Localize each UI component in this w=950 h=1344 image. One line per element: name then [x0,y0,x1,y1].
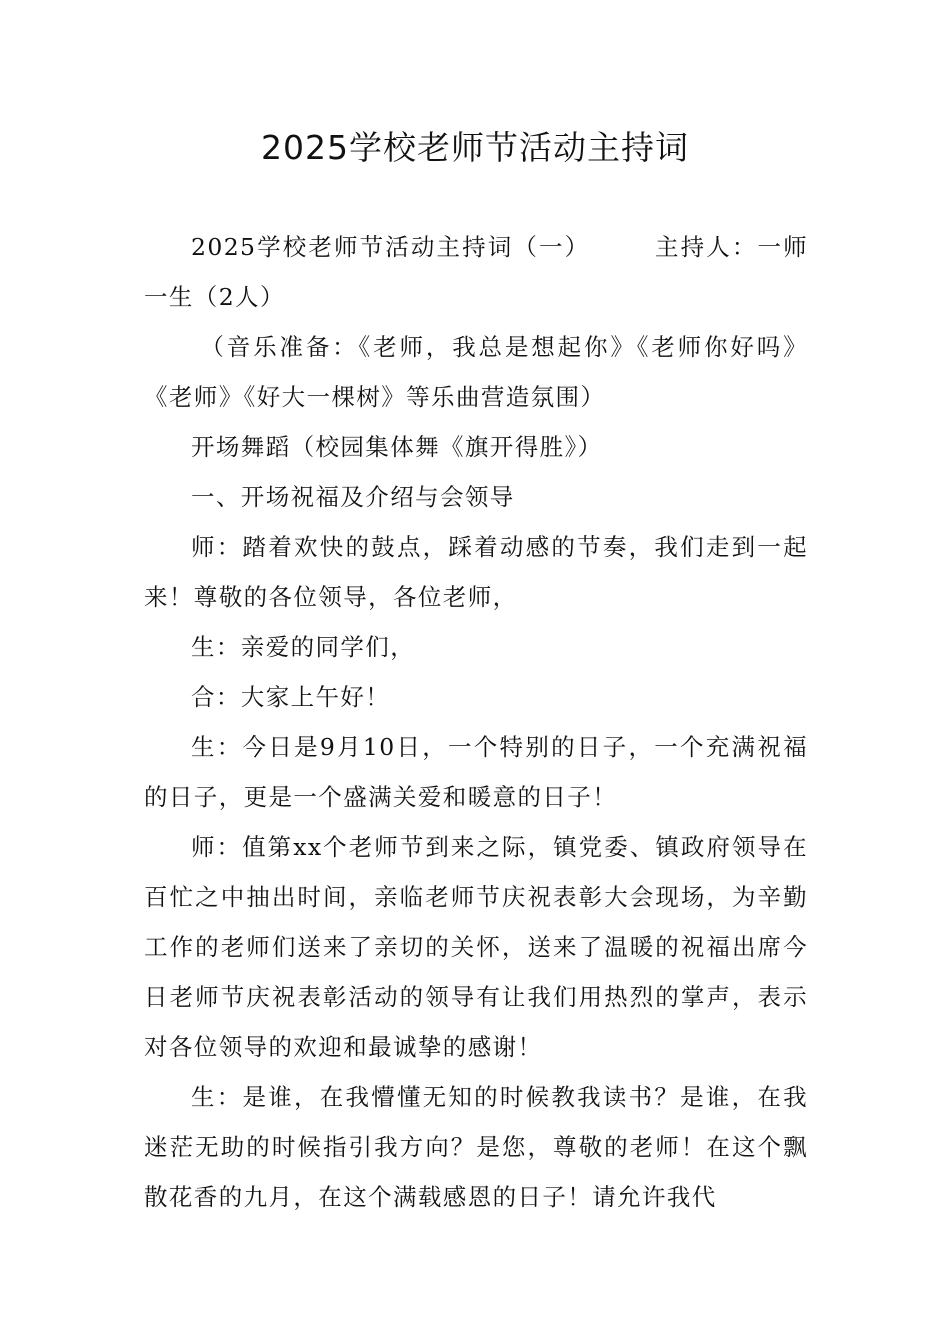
document-body [144,222,808,1222]
paragraph-student-1: 生：亲爱的同学们， [191,633,416,661]
paragraph-section-1: 一、开场祝福及介绍与会领导 [191,483,515,511]
paragraph-student-2: 生：今日是9月10日，一个特别的日子，一个充满祝福的日子，更是一个盛满关爱和暖意的日子！ [144,733,808,811]
document-title: 2025学校老师节活动主持词 [261,128,689,167]
paragraph-teacher-2: 师：值第xx个老师节到来之际，镇党委、镇政府领导在百忙之中抽出时间，亲临老师节庆祝表彰大会现场，为辛勤工作的老师们送来了亲切的关怀，送来了温暖的祝福出席今日老师节庆祝表彰活动的领导有让我们用热烈的掌声，表示对各位领导的欢迎和最诚挚的感谢！ [144,833,808,1061]
paragraph-teacher-1: 师：踏着欢快的鼓点，踩着动感的节奏，我们走到一起来！尊敬的各位领导，各位老师， [144,533,808,611]
paragraph-dance: 开场舞蹈（校园集体舞《旗开得胜》） [191,433,603,461]
heading-part-2: 主持人：一师一生（2人） [144,233,808,311]
paragraph-music: （音乐准备：《老师，我总是想起你》《老师你好吗》《老师》《好大一棵树》等乐曲营造氛围） [144,333,808,411]
paragraph-student-3: 生：是谁，在我懵懂无知的时候教我读书？是谁，在我迷茫无助的时候指引我方向？是您，尊敬的老师！在这个飘散花香的九月，在这个满载感恩的日子！请允许我代 [144,1083,808,1211]
paragraph-heading [144,222,808,322]
heading-part-1: 2025学校老师节活动主持词（一） [191,233,591,261]
paragraph-together: 合：大家上午好！ [191,683,391,711]
